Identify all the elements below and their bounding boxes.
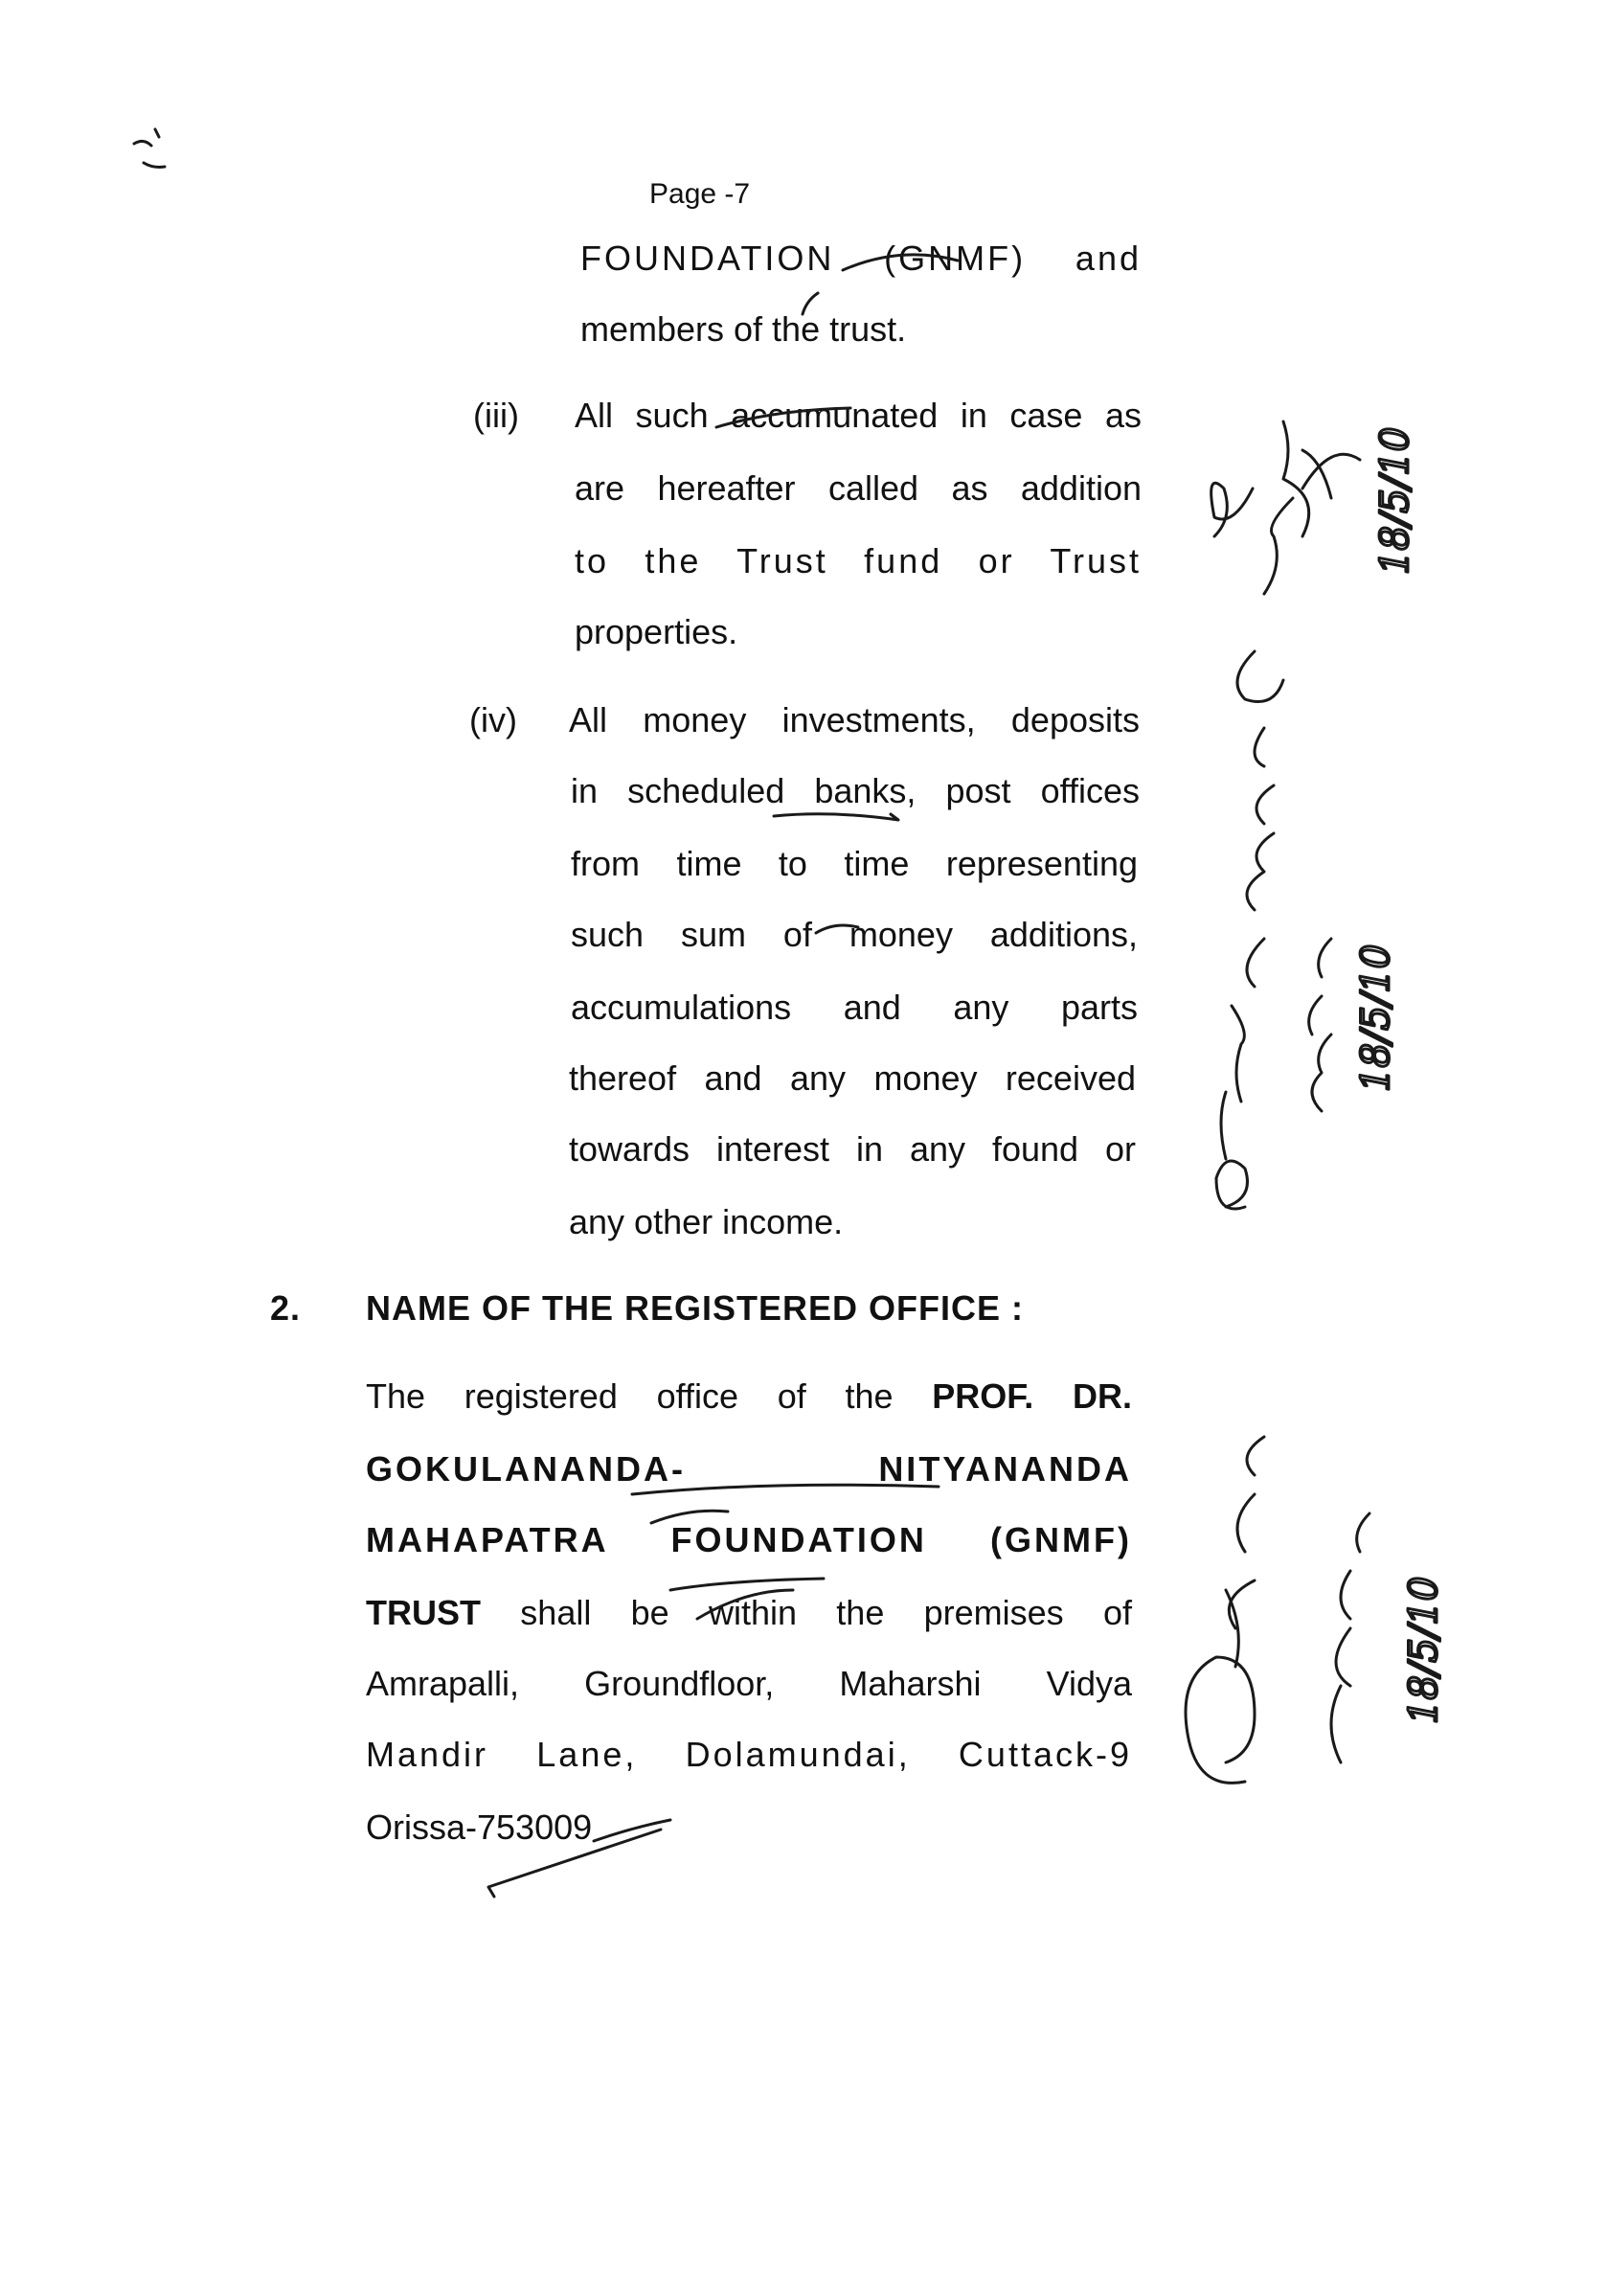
item-iv-line: accumulations and any parts <box>571 988 1138 1027</box>
item-iv-line: in scheduled banks, post offices <box>571 771 1140 810</box>
section-body-line: The registered office of the PROF. DR. <box>366 1376 1132 1416</box>
signature-2-date: 18/5/10 <box>1354 943 1398 1092</box>
item-iv-line: such sum of money additions, <box>571 915 1138 954</box>
item-iii-line: are hereafter called as addition <box>575 468 1142 508</box>
item-marker-iii: (iii) <box>473 396 519 435</box>
item-iv-line: from time to time representing <box>571 844 1138 883</box>
continuation-line: FOUNDATION (GNMF) and <box>580 239 1142 278</box>
signature-1 <box>1211 421 1417 702</box>
item-iv-line: All money investments, deposits <box>569 700 1140 739</box>
item-iii-line: All such accumunated in case as <box>575 396 1142 435</box>
item-marker-iv: (iv) <box>469 700 517 739</box>
signature-2 <box>1216 728 1398 1209</box>
page-number: Page -7 <box>649 178 751 210</box>
pen-marks <box>134 129 958 1897</box>
section-body-line: Orissa-753009 <box>366 1807 593 1847</box>
section-number: 2. <box>270 1288 302 1328</box>
section-body-line: Mandir Lane, Dolamundai, Cuttack-9 <box>366 1735 1132 1774</box>
item-iv-line: thereof and any money received <box>569 1058 1136 1098</box>
item-iv-line: any other income. <box>569 1202 844 1241</box>
section-heading: NAME OF THE REGISTERED OFFICE : <box>366 1288 1025 1328</box>
section-body-line: Amrapalli, Groundfloor, Maharshi Vidya <box>366 1664 1132 1703</box>
section-body-line: GOKULANANDA- NITYANANDA <box>366 1449 1132 1489</box>
item-iii-line: properties. <box>575 612 738 651</box>
item-iv-line: towards interest in any found or <box>569 1129 1136 1169</box>
section-body-line: TRUST shall be within the premises of <box>366 1593 1132 1632</box>
signature-3-date: 18/5/10 <box>1402 1576 1446 1724</box>
signature-3 <box>1186 1437 1446 1783</box>
signature-1-date: 18/5/10 <box>1373 426 1417 575</box>
continuation-line: members of the trust. <box>580 309 907 349</box>
item-iii-line: to the Trust fund or Trust <box>575 541 1142 580</box>
section-body-line: MAHAPATRA FOUNDATION (GNMF) <box>366 1520 1132 1559</box>
